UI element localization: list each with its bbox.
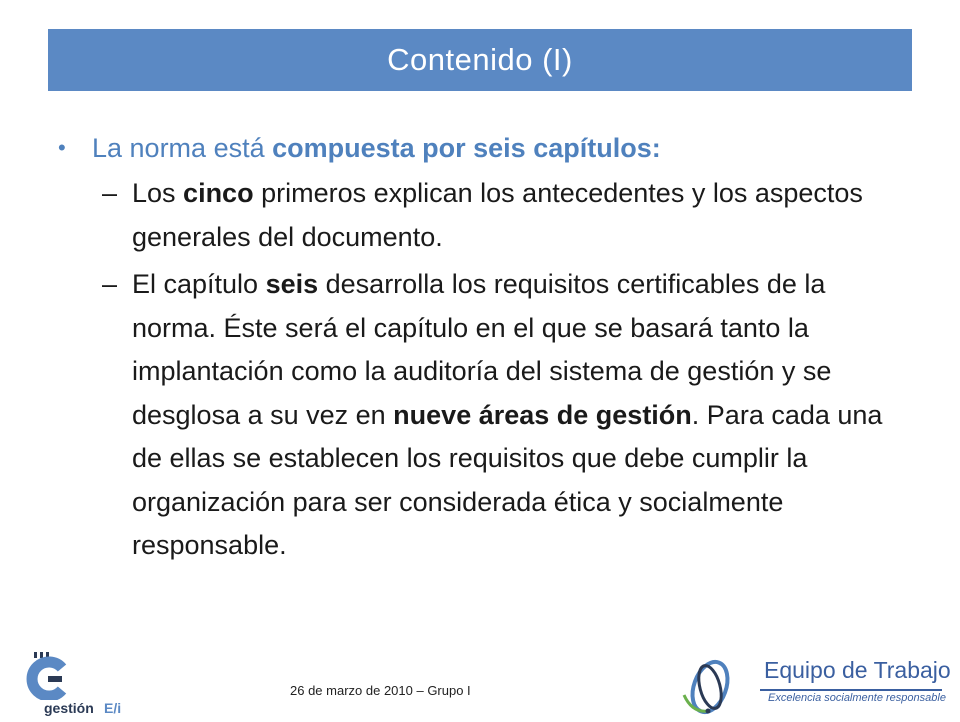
sub2-text-1: El capítulo [132,269,266,299]
equipo-title: Equipo de Trabajo [764,657,951,683]
gestion-logo-text: gestión [44,700,94,716]
equipo-divider [760,689,942,691]
bullet-bold: compuesta por seis capítulos: [272,133,661,163]
bullet-icon: • [58,135,66,160]
sub2-text-2: desarrolla los requisitos certificables de la norma. Éste será el capítulo en el que se basará tanto la implantación como la auditoría del sistema de gestión y se desglosa a su vez en [132,269,832,430]
sub2-text-3: . Para cada una de ellas se establecen los requisitos que debe cumplir la organización para ser considerada ética y socialmente responsable. [132,399,883,560]
dash-icon: – [102,269,118,299]
slide-content [56,128,912,568]
sub1-text-2: primeros explican los antecedentes y los aspectos generales del documento. [132,178,863,252]
slide-title-bar [48,29,912,91]
footer-date: 26 de marzo de 2010 – Grupo I [290,683,471,698]
swirl-logo-icon [674,655,754,717]
gestion-ei-logo [10,650,130,720]
main-bullet [56,128,912,168]
gestion-logo-suffix: E/i [104,700,122,716]
bullet-lead: La norma está [92,133,273,163]
sub-item-cinco [102,172,902,259]
dash-icon: – [102,178,118,208]
sub2-bold-2: nueve áreas de gestión [393,399,692,430]
equipo-trabajo-logo [674,655,952,717]
equipo-subtitle: Excelencia socialmente responsable [768,692,946,704]
gestion-c-icon [10,650,130,700]
sub1-bold-1: cinco [183,178,254,208]
sub1-text-1: Los [132,178,184,208]
slide-title: Contenido (I) [387,42,573,77]
sub-item-seis [102,263,902,568]
sub2-bold-1: seis [265,269,319,299]
